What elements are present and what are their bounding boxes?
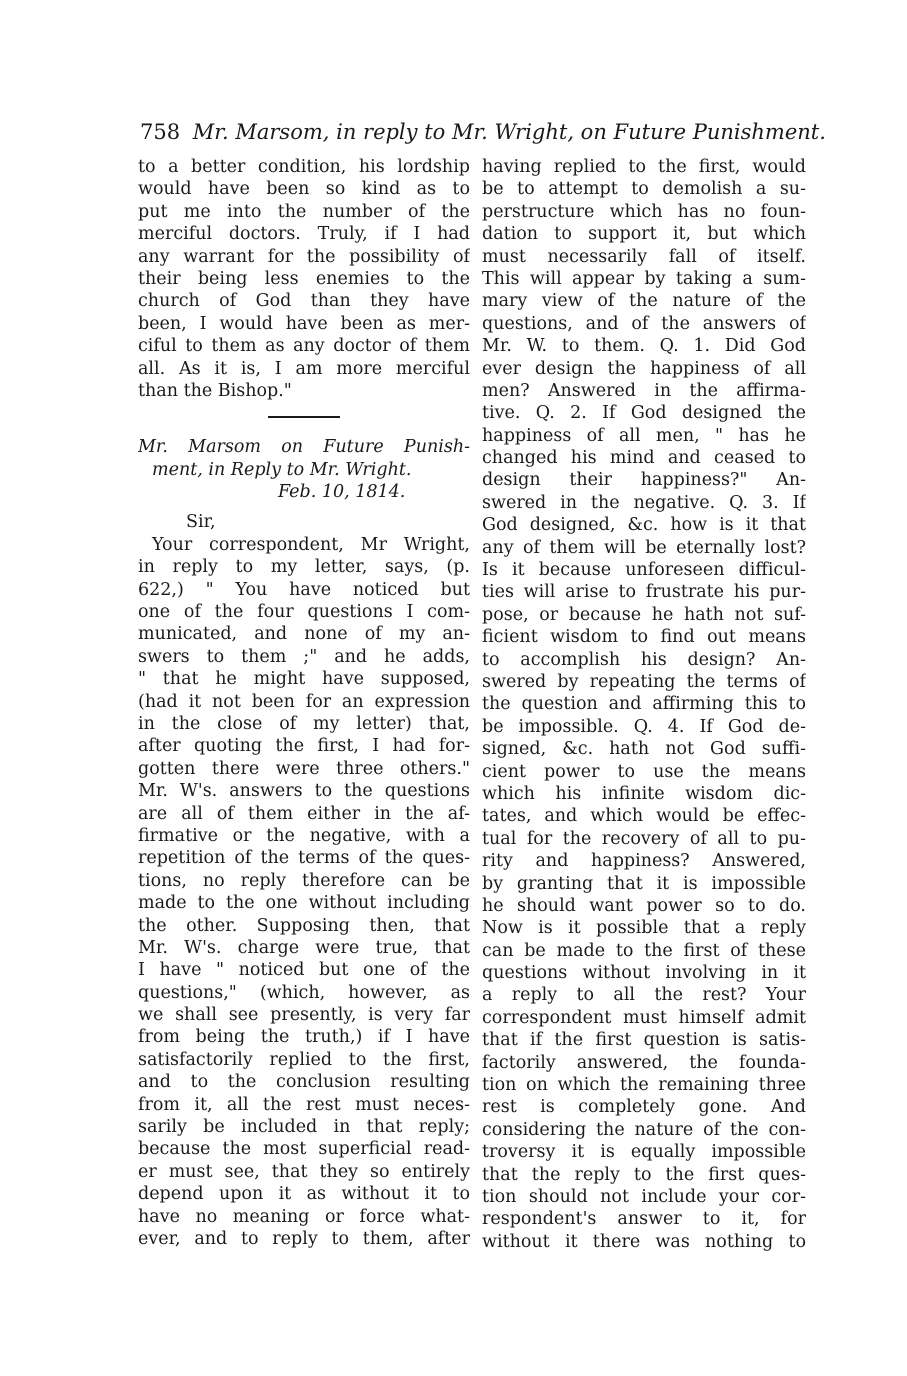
text-line: Now is it possible that a reply	[482, 918, 806, 939]
text-line: rest is completely gone. And	[482, 1097, 806, 1118]
text-line: God designed, &c. how is it that	[482, 515, 806, 536]
text-line: put me into the number of the	[138, 201, 470, 222]
text-line: gotten there were three others."	[138, 758, 470, 779]
text-line: he should want power so to do.	[482, 895, 806, 916]
text-line: to accomplish his design? An-	[482, 649, 806, 670]
text-line: must necessarily fall of itself.	[482, 246, 806, 267]
text-line: any of them will be eternally lost?	[482, 537, 806, 558]
text-line: changed his mind and ceased to	[482, 448, 806, 469]
text-line: men? Answered in the affirma-	[482, 380, 806, 401]
text-line: a reply to all the rest? Your	[482, 985, 806, 1006]
text-line: rity and happiness? Answered,	[482, 851, 806, 872]
text-line: have no meaning or force what-	[138, 1206, 470, 1227]
text-line: to a better condition, his lordship	[138, 157, 470, 177]
text-line: cient power to use the means	[482, 761, 806, 782]
text-line: merciful doctors. Truly, if I had	[138, 224, 470, 245]
text-line: depend upon it as without it to	[138, 1184, 470, 1205]
text-line: ever, and to reply to them, after	[138, 1228, 470, 1249]
text-line: (had it not been for an expression	[138, 691, 470, 712]
text-line: which his infinite wisdom dic-	[482, 783, 806, 804]
text-line: that the reply to the first ques-	[482, 1164, 806, 1185]
paragraph-main	[138, 534, 470, 1251]
right-column	[482, 156, 806, 1253]
text-line: by granting that it is impossible	[482, 873, 806, 894]
text-line: tion should not include your cor-	[482, 1186, 806, 1207]
text-line: Mr. W's. charge were true, that	[138, 937, 470, 958]
text-line: because the most superficial read-	[138, 1139, 470, 1160]
text-line: Mr. W's. answers to the questions	[138, 781, 470, 802]
text-line: swers to them ;" and he adds,	[138, 646, 470, 667]
text-line: repetition of the terms of the ques-	[138, 848, 470, 869]
text-line: questions, and of the answers of	[482, 313, 806, 334]
text-line: firmative or the negative, with a	[138, 825, 470, 846]
text-line: design their happiness?" An-	[482, 470, 806, 491]
text-line: in the close of my letter) that,	[138, 713, 470, 734]
text-line: church of God than they have	[138, 291, 470, 312]
text-line: tates, and which would be effec-	[482, 806, 806, 827]
text-line: and to the conclusion resulting	[138, 1072, 470, 1093]
section-divider	[268, 416, 340, 418]
text-line: questions without involving in it	[482, 963, 806, 984]
text-line: made to the one without including	[138, 893, 470, 914]
text-line: can be made to the first of these	[482, 940, 806, 961]
text-line: the question and affirming this to	[482, 694, 806, 715]
text-line: Mr. W. to them. Q. 1. Did God	[482, 336, 806, 357]
text-line: signed, &c. hath not God suffi-	[482, 739, 806, 760]
text-line: tive. Q. 2. If God designed the	[482, 403, 806, 424]
text-line: respondent's answer to it, for	[482, 1209, 806, 1230]
text-line: one of the four questions I com-	[138, 602, 470, 623]
text-line: than the Bishop."	[138, 380, 292, 401]
text-line: ciful to them as any doctor of them	[138, 336, 470, 357]
salutation: Sir,	[186, 512, 216, 533]
text-line: ties will arise to frustrate his pur-	[482, 582, 806, 603]
text-line: Your correspondent, Mr Wright,	[152, 534, 470, 555]
text-line: factorily answered, the founda-	[482, 1052, 806, 1073]
text-line: considering the nature of the con-	[482, 1119, 806, 1140]
text-line: that if the first question is satis-	[482, 1030, 806, 1051]
text-line: ficient wisdom to find out means	[482, 627, 806, 648]
text-line: sarily be included in that reply;	[138, 1117, 470, 1138]
text-line: tual for the recovery of all to pu-	[482, 828, 806, 849]
text-line: all. As it is, I am more merciful	[138, 358, 470, 379]
text-line: I have " noticed but one of the	[138, 960, 470, 981]
page-number: 758	[140, 120, 181, 144]
text-line: after quoting the first, I had for-	[138, 736, 470, 757]
running-header	[140, 120, 826, 144]
text-line: from it, all the rest must neces-	[138, 1094, 470, 1115]
text-line: having replied to the first, would	[482, 157, 806, 177]
left-column	[138, 156, 470, 1250]
text-line: correspondent must himself admit	[482, 1007, 806, 1028]
text-line: tions, no reply therefore can be	[138, 870, 470, 891]
text-line: " that he might have supposed,	[138, 669, 470, 690]
text-line: be to attempt to demolish a su-	[482, 179, 806, 200]
text-line: be impossible. Q. 4. If God de-	[482, 716, 806, 737]
text-line: are all of them either in the af-	[138, 803, 470, 824]
text-line: pose, or because he hath not suf-	[482, 604, 806, 625]
text-line: er must see, that they so entirely	[138, 1161, 470, 1182]
article-title	[138, 436, 470, 481]
text-line: swered by repeating the terms of	[482, 671, 806, 692]
text-line: Is it because unforeseen difficul-	[482, 560, 806, 581]
text-line: ever design the happiness of all	[482, 358, 806, 379]
text-line: been, I would have been as mer-	[138, 313, 470, 334]
text-line: happiness of all men, " has he	[482, 425, 806, 446]
text-line: troversy it is equally impossible	[482, 1142, 806, 1163]
article-date: Feb. 10, 1814.	[278, 482, 406, 503]
text-line: 622,) " You have noticed but	[138, 579, 470, 600]
paragraph-continuation	[138, 156, 470, 402]
text-line: mary view of the nature of the	[482, 291, 806, 312]
text-line: in reply to my letter, says, (p.	[138, 557, 470, 578]
text-line: This will appear by taking a sum-	[482, 268, 806, 289]
text-line: from being the truth,) if I have	[138, 1027, 470, 1048]
text-line: questions," (which, however, as	[138, 982, 470, 1003]
running-title: Mr. Marsom, in reply to Mr. Wright, on Future Punishment.	[192, 120, 826, 144]
text-line: their being less enemies to the	[138, 268, 470, 289]
text-line: the other. Supposing then, that	[138, 915, 470, 936]
text-line: swered in the negative. Q. 3. If	[482, 492, 806, 513]
text-line: perstructure which has no foun-	[482, 201, 806, 222]
text-line: we shall see presently, is very far	[138, 1005, 470, 1026]
text-line: any warrant for the possibility of	[138, 246, 470, 267]
text-line: would have been so kind as to	[138, 179, 470, 200]
text-line: satisfactorily replied to the first,	[138, 1049, 470, 1070]
text-line: municated, and none of my an-	[138, 624, 470, 645]
text-line: without it there was nothing to	[482, 1231, 806, 1252]
text-line: dation to support it, but which	[482, 224, 806, 245]
article-title-line: ment, in Reply to Mr. Wright.	[152, 459, 412, 480]
article-title-line: Mr. Marsom on Future Punish-	[138, 437, 470, 458]
text-line: tion on which the remaining three	[482, 1075, 806, 1096]
